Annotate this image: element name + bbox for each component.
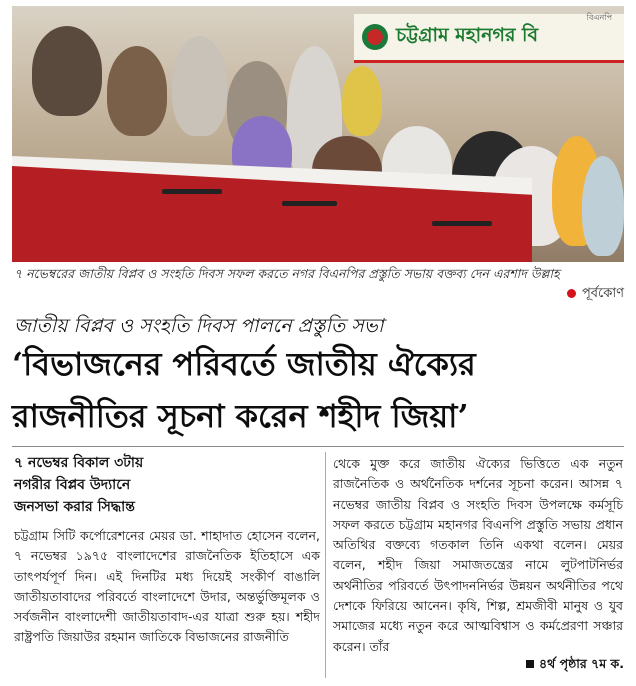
party-logo-icon bbox=[362, 24, 388, 50]
square-bullet-icon bbox=[526, 660, 534, 668]
headline-line-2: রাজনীতির সূচনা করেন শহীদ জিয়া’ bbox=[12, 397, 469, 435]
subhead bbox=[14, 452, 319, 518]
credit-dot-icon bbox=[567, 289, 576, 298]
microphone bbox=[162, 189, 222, 194]
kicker: জাতীয় বিপ্লব ও সংহতি দিবস পালনে প্রস্তুতি সভা bbox=[14, 315, 384, 337]
continuation-link[interactable] bbox=[526, 656, 624, 676]
subhead-line-2: নগরীর বিপ্লব উদ্যানে bbox=[14, 477, 131, 493]
photo-credit bbox=[567, 284, 624, 305]
credit-text: পূর্বকোণ bbox=[581, 286, 624, 301]
body-column-2: থেকে মুক্ত করে জাতীয় ঐক্যের ভিত্তিতে এক নতুন রাজনৈতিক ও অর্থনৈতিক দর্শনের সূচনা করেন। আসন্ন ৭ নভেম্বর জাতীয় বিপ্লব ও সংহতি দিবস উপলক্ষে কর্মসূচি সফল করতে চট্টগ্রাম মহানগর বিএনপি প্রস্তুতি সভায় প্রধান অতিথির বক্তব্যে গতকাল তিনি একথা বলেন। মেয়র বলেন, শহীদ জিয়া সমাজতন্ত্রের নামে লুটপাটনির্ভর অর্থনীতির পরিবর্তে উৎপাদননির্ভর উন্নয়ন অর্থনীতির পথে দেশকে ফিরিয়ে আনেন। কৃষি, শিল্প, শ্রমজীবী মানুষ ও যুব সমাজের মধ্যে নতুন করে আত্মবিশ্বাস ও কর্মপ্রেরণা সঞ্চার করেন। তাঁর bbox=[333, 456, 623, 654]
divider bbox=[12, 446, 624, 447]
subhead-line-3: জনসভা করার সিদ্ধান্ত bbox=[14, 499, 135, 515]
body-column-1: চট্টগ্রাম সিটি কর্পোরেশনের মেয়র ডা. শাহাদাত হোসেন বলেন, ৭ নভেম্বর ১৯৭৫ বাংলাদেশের রাজনৈতিক ইতিহাসে এক তাৎপর্যপূর্ণ দিন। এই দিনটির মধ্য দিয়েই সংকীর্ণ বাঙালি জাতীয়তাবাদের পরিবর্তে বাংলাদেশে উদার, অন্তর্ভুক্তিমূলক ও সর্বজনীন বাংলাদেশী জাতীয়তাবাদ-এর যাত্রা শুরু হয়। শহীদ রাষ্ট্রপতি জিয়াউর রহমান জাতিকে বিভাজনের রাজনীতি bbox=[14, 528, 320, 645]
photo-caption: ৭ নভেম্বরের জাতীয় বিপ্লব ও সংহতি দিবস সফল করতে নগর বিএনপির প্রস্তুতি সভায় বক্তব্য দেন এরশাদ উল্লাহ bbox=[14, 266, 560, 281]
microphone bbox=[282, 201, 337, 206]
headline bbox=[12, 338, 624, 442]
banner-text: চট্টগ্রাম মহানগর বি bbox=[396, 24, 539, 46]
microphone bbox=[432, 221, 492, 226]
column-divider bbox=[325, 452, 326, 678]
news-photo bbox=[12, 6, 624, 262]
continuation-text: ৪র্থ পৃষ্ঠার ৭ম ক. bbox=[539, 656, 624, 671]
event-banner bbox=[354, 14, 624, 63]
subhead-line-1: ৭ নভেম্বর বিকাল ৩টায় bbox=[14, 455, 144, 471]
banner-small-text: বিএনপি bbox=[586, 13, 612, 22]
headline-line-1: ‘বিভাজনের পরিবর্তে জাতীয় ঐক্যের bbox=[12, 345, 476, 383]
